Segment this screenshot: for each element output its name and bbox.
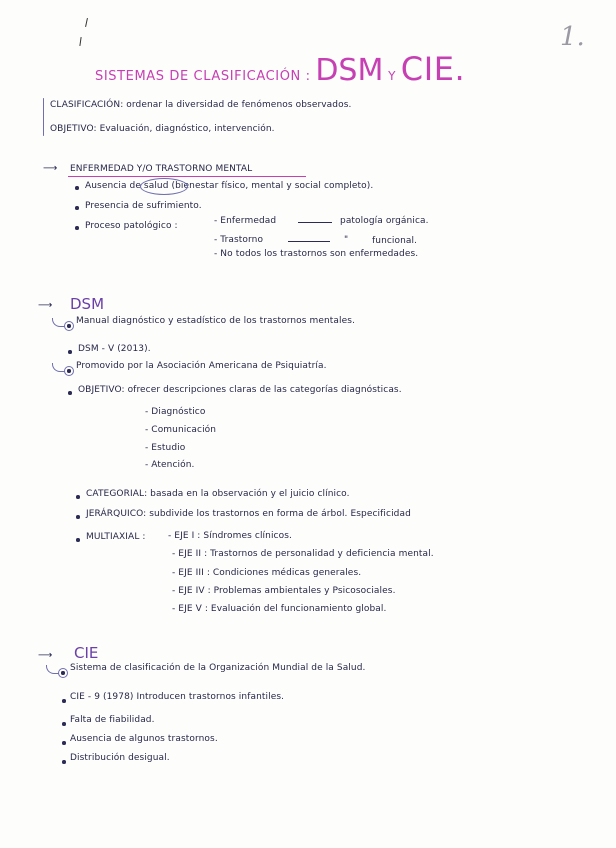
bullet-icon	[62, 722, 66, 726]
page-title	[95, 50, 515, 88]
enfermedad-item: Presencia de sufrimiento.	[85, 201, 202, 211]
circled-bullet-icon	[58, 668, 68, 678]
eje-item: - EJE III : Condiciones médicas generales.	[172, 568, 362, 578]
cie-item: Falta de fiabilidad.	[70, 715, 155, 725]
title-cie: CIE.	[400, 50, 466, 88]
bullet-icon	[76, 515, 80, 519]
dsm-item: Manual diagnóstico y estadístico de los trastornos mentales.	[76, 316, 356, 326]
cie-item: Sistema de clasificación de la Organización Mundial de la Salud.	[70, 663, 366, 673]
dsm-heading: DSM	[70, 295, 105, 313]
arrow-icon: ⟶	[43, 163, 58, 174]
eje-item: - EJE II : Trastornos de personalidad y deficiencia mental.	[172, 549, 434, 559]
cie-item: Distribución desigual.	[70, 753, 170, 763]
connector-line	[298, 222, 332, 223]
page-number: 1.	[560, 22, 585, 52]
connector-line	[288, 241, 330, 242]
title-prefix: SISTEMAS DE CLASIFICACIÓN :	[95, 69, 311, 84]
pen-mark	[85, 18, 88, 27]
enfermedad-item: Proceso patológico :	[85, 221, 178, 231]
dsm-feature: CATEGORIAL: basada en la observación y el juicio clínico.	[86, 489, 350, 499]
objetivo-sub-item: - Diagnóstico	[145, 407, 206, 417]
enfermedad-heading: ENFERMEDAD Y/O TRASTORNO MENTAL	[70, 164, 253, 174]
objetivo-sub-item: - Atención.	[145, 460, 195, 470]
eje-item: - EJE IV : Problemas ambientales y Psicosociales.	[172, 586, 396, 596]
proceso-sub-note: - No todos los trastornos son enfermedades.	[214, 249, 419, 259]
enfermedad-item: Ausencia de salud (bienestar físico, mental y social completo).	[85, 181, 374, 191]
arrow-icon: ⟶	[38, 300, 53, 311]
title-dsm: DSM	[315, 53, 384, 88]
ditto-mark: "	[344, 235, 349, 245]
bullet-icon	[62, 699, 66, 703]
cie-heading: CIE	[74, 644, 99, 662]
bullet-icon	[75, 186, 79, 190]
objetivo-definition: OBJETIVO: Evaluación, diagnóstico, intervención.	[50, 124, 275, 134]
circled-bullet-icon	[64, 321, 74, 331]
dsm-feature: JERÁRQUICO: subdivide los trastornos en forma de árbol. Especificidad	[86, 509, 411, 519]
bullet-icon	[62, 741, 66, 745]
objetivo-sub-item: - Estudio	[145, 443, 186, 453]
intro-bracket	[43, 98, 44, 136]
bullet-icon	[76, 538, 80, 542]
circled-bullet-icon	[64, 366, 74, 376]
proceso-sub-result: patología orgánica.	[340, 216, 429, 226]
pen-mark	[79, 37, 82, 46]
proceso-sub-item: - Trastorno	[214, 235, 264, 245]
bullet-icon	[68, 391, 72, 395]
cie-item: Ausencia de algunos trastornos.	[70, 734, 218, 744]
proceso-sub-result: funcional.	[372, 236, 418, 246]
dsm-item: Promovido por la Asociación Americana de Psiquiatría.	[76, 361, 327, 371]
eje-item: - EJE I : Síndromes clínicos.	[168, 531, 292, 541]
dsm-item: DSM - V (2013).	[78, 344, 151, 354]
proceso-sub-item: - Enfermedad	[214, 216, 277, 226]
bullet-icon	[76, 495, 80, 499]
arrow-icon: ⟶	[38, 650, 53, 661]
bullet-icon	[75, 226, 79, 230]
clasificacion-definition: CLASIFICACIÓN: ordenar la diversidad de fenómenos observados.	[50, 100, 352, 110]
dsm-feature: MULTIAXIAL :	[86, 532, 146, 542]
eje-item: - EJE V : Evaluación del funcionamiento global.	[172, 604, 387, 614]
bullet-icon	[62, 760, 66, 764]
bullet-icon	[68, 350, 72, 354]
circled-word	[140, 178, 188, 195]
objetivo-sub-item: - Comunicación	[145, 425, 217, 435]
bullet-icon	[75, 206, 79, 210]
cie-item: CIE - 9 (1978) Introducen trastornos infantiles.	[70, 692, 285, 702]
heading-underline	[68, 176, 306, 177]
dsm-item: OBJETIVO: ofrecer descripciones claras de las categorías diagnósticas.	[78, 385, 402, 395]
title-y: Y	[388, 69, 397, 83]
